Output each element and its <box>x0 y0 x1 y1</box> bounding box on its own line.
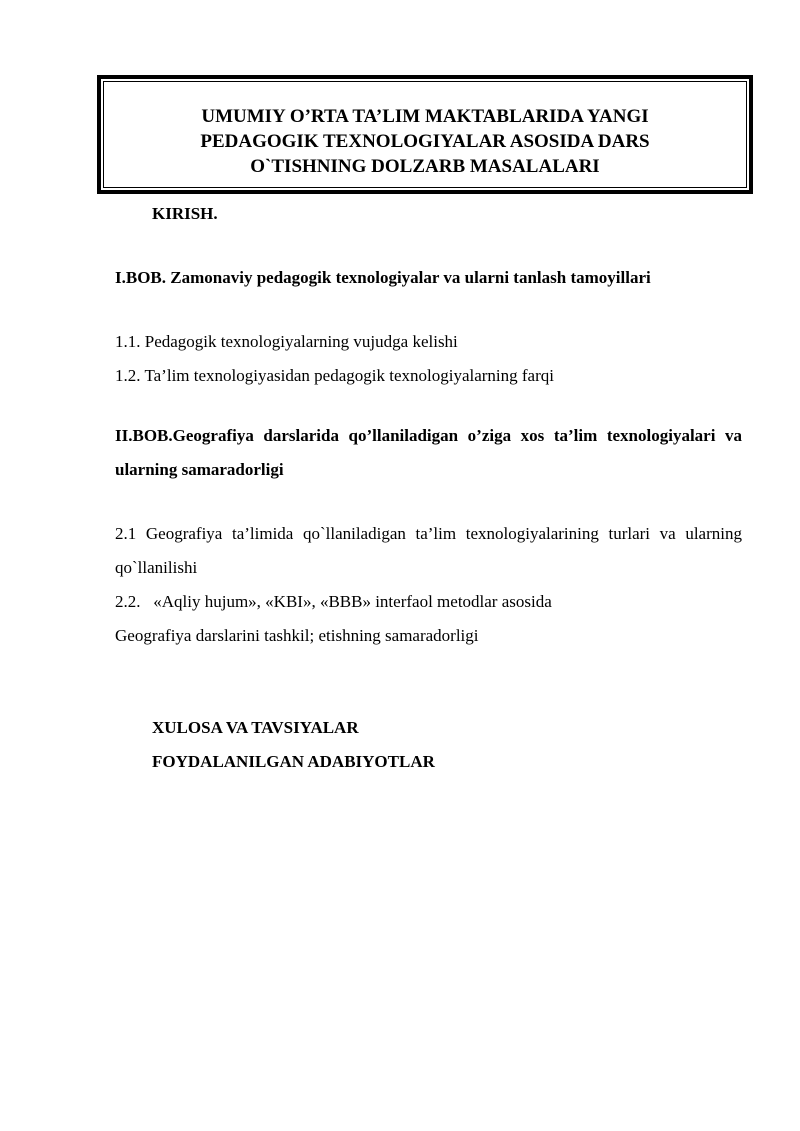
item-2-2: 2.2. «Aqliy hujum», «KBI», «BBB» interfaol metodlar asosida <box>115 592 552 612</box>
references-heading: FOYDALANILGAN ADABIYOTLAR <box>152 752 435 772</box>
item-1-1: 1.1. Pedagogik texnologiyalarning vujudga kelishi <box>115 332 458 352</box>
item-1-2: 1.2. Ta’lim texnologiyasidan pedagogik texnologiyalarning farqi <box>115 366 554 386</box>
chapter2-heading: II.BOB.Geografiya darslarida qo’llaniladigan o’ziga xos ta’lim texnologiyalari va ularning samaradorligi <box>115 426 742 480</box>
document-title <box>124 104 726 179</box>
conclusion-heading: XULOSA VA TAVSIYALAR <box>152 718 359 738</box>
title-box-inner <box>103 81 747 188</box>
title-line-3: O`TISHNING DOLZARB MASALALARI <box>250 156 600 178</box>
title-line-2: PEDAGOGIK TEXNOLOGIYALAR ASOSIDA DARS <box>200 131 650 153</box>
kirish-heading: KIRISH. <box>152 204 218 224</box>
title-line-1: UMUMIY O’RTA TA’LIM MAKTABLARIDA YANGI <box>201 106 649 127</box>
item-2-1: 2.1 Geografiya ta’limida qo`llaniladigan ta’lim texnologiyalarining turlari va ularning qo`llanilishi <box>115 524 742 578</box>
chapter1-heading: I.BOB. Zamonaviy pedagogik texnologiyalar va ularni tanlash tamoyillari <box>115 268 651 288</box>
item-2-2-continuation: Geografiya darslarini tashkil; etishning samaradorligi <box>115 626 479 646</box>
document-body <box>115 194 742 779</box>
title-box <box>97 75 753 194</box>
